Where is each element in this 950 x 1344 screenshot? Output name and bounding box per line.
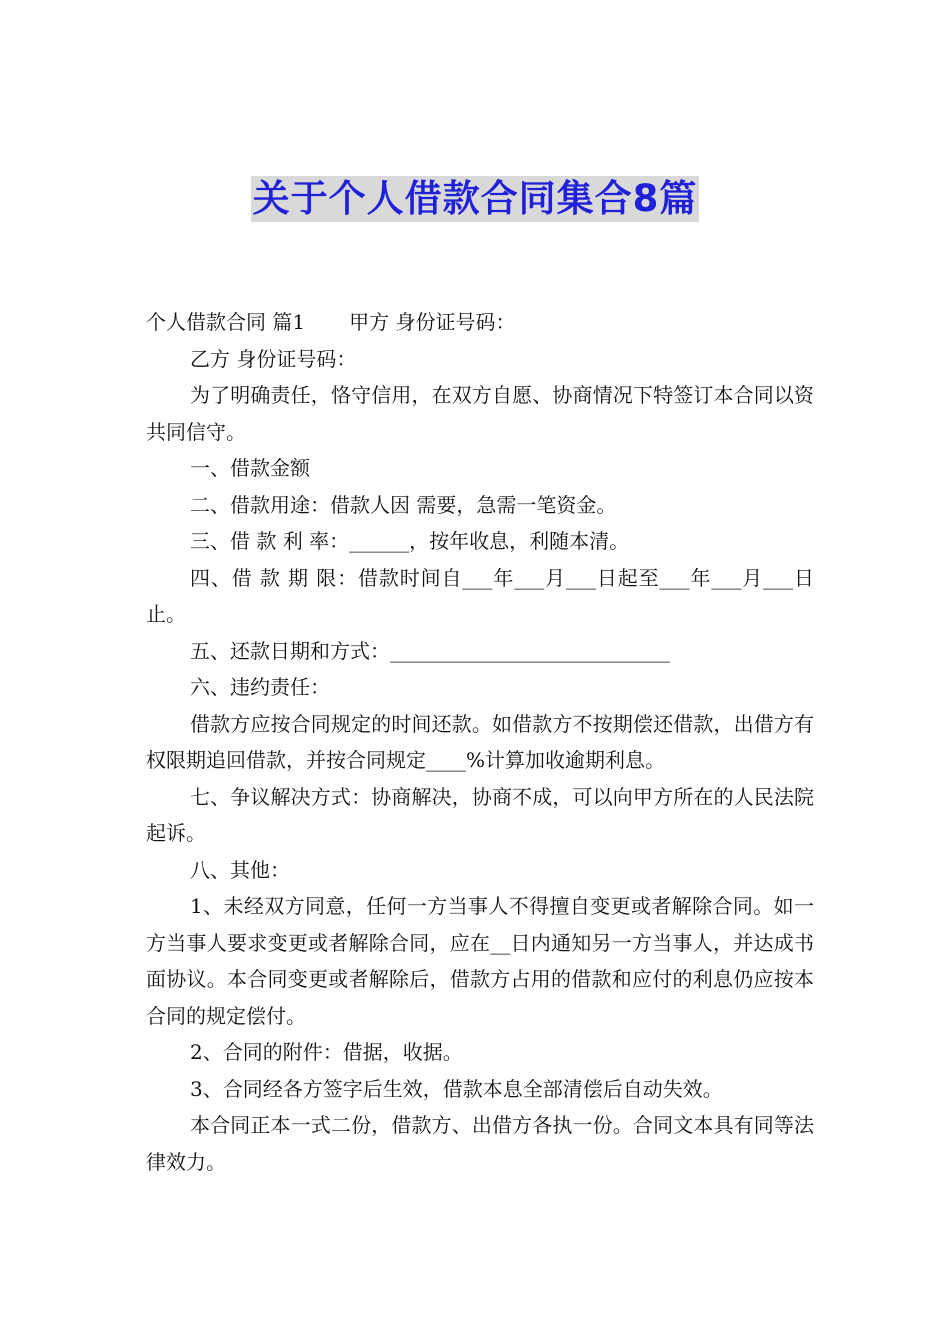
section-loan-term (146, 560, 814, 633)
other-item-3: 3、合同经各方签字后生效，借款本息全部清偿后自动失效。 (190, 1076, 723, 1101)
document-body (146, 304, 814, 1180)
section-interest-rate (146, 523, 814, 560)
closing-paragraph: 本合同正本一式二份，借款方、出借方各执一份。合同文本具有同等法律效力。 (146, 1113, 814, 1174)
section-loan-purpose: 二、借款用途：借款人因 需要，急需一笔资金。 (190, 492, 617, 517)
party-b-line: 乙方 身份证号码： (190, 346, 357, 371)
contract-heading: 个人借款合同 篇1 (146, 310, 306, 334)
contract-heading-line (146, 304, 814, 341)
section-loan-amount: 一、借款金额 (190, 456, 310, 480)
section-breach-body: 借款方应按合同规定的时间还款。如借款方不按期偿还借款，出借方有权限期追回借款，并按合同规定____%计算加收逾期利息。 (146, 711, 814, 772)
loan-term-label: 四、借 款 期 限： (190, 565, 358, 590)
section-breach-heading: 六、违约责任： (190, 675, 330, 699)
section-repayment: 五、还款日期和方式：____________________________ (190, 638, 670, 663)
section-other-heading: 八、其他： (190, 857, 290, 882)
other-item-1: 1、未经双方同意，任何一方当事人不得擅自变更或者解除合同。如一方当事人要求变更或者解除合同，应在__日内通知另一方当事人，并达成书面协议。本合同变更或者解除后，借款方占用的借款和应付的利息仍应按本合同的规定偿付。 (146, 894, 814, 1028)
section-dispute: 七、争议解决方式：协商解决，协商不成，可以向甲方所在的人民法院起诉。 (146, 784, 814, 845)
loan-term-text: 借款时间自___年___月___日起至___年___月___日止。 (146, 565, 815, 626)
interest-rate-text: ______，按年收息，利随本清。 (349, 529, 630, 553)
preamble-paragraph: 为了明确责任，恪守信用，在双方自愿、协商情况下特签订本合同以资共同信守。 (146, 383, 814, 444)
title-container (0, 176, 950, 222)
other-item-2: 2、合同的附件：借据，收据。 (190, 1040, 463, 1064)
interest-rate-label: 三、借 款 利 率： (190, 529, 350, 553)
party-a-line: 甲方 身份证号码： (349, 310, 516, 334)
document-title: 关于个人借款合同集合8篇 (252, 177, 698, 220)
